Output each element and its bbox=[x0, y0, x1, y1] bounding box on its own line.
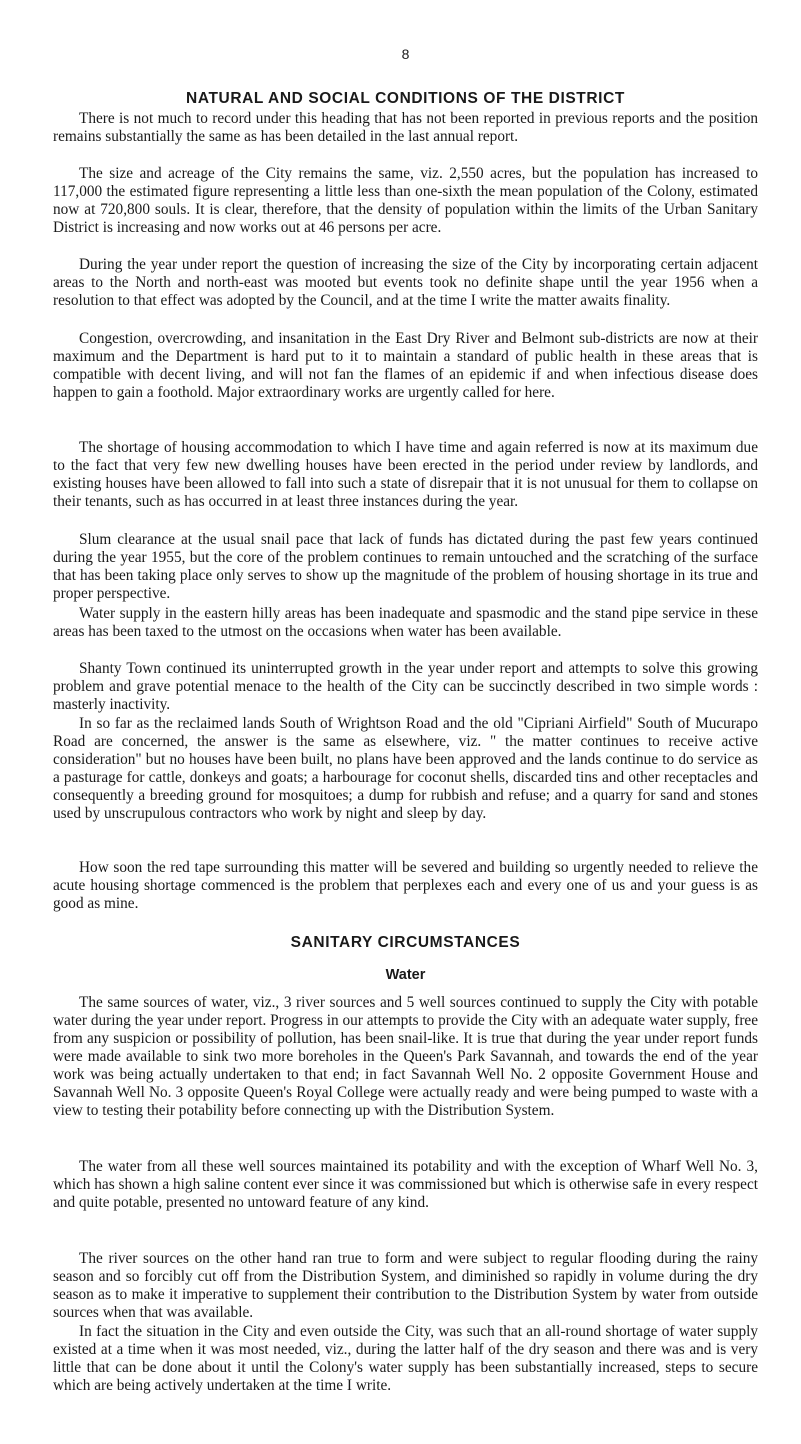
paragraph: There is not much to record under this heading that has not been reported in previous reports and the position remains substantially the same as has been detailed in the last annual report. bbox=[53, 110, 758, 145]
paragraph: The water from all these well sources maintained its potability and with the exception of Wharf Well No. 3, which has shown a high saline content ever since it was commissioned but which is otherwise safe in every respect and quite potable, presented no untoward feature of any kind. bbox=[53, 1158, 758, 1211]
paragraph: The river sources on the other hand ran true to form and were subject to regular flooding during the rainy season and so forcibly cut off from the Distribution System, and diminished so rapidly in volume during the dry season as to make it imperative to supplement their contribution to the Distribution System by water from outside sources when that was available. bbox=[53, 1250, 758, 1321]
page-number: 8 bbox=[401, 46, 410, 62]
paragraph: How soon the red tape surrounding this matter will be severed and building so urgently needed to relieve the acute housing shortage commenced is the problem that perplexes each and every one of us and your guess is as good as mine. bbox=[53, 859, 758, 912]
paragraph: In fact the situation in the City and even outside the City, was such that an all-round shortage of water supply existed at a time when it was most needed, viz., during the latter half of the dry season and there was and is very little that can be done about it until the Colony's water supply has been substantially increased, steps to secure which are being actively undertaken at the time I write. bbox=[53, 1323, 758, 1394]
paragraph: Slum clearance at the usual snail pace that lack of funds has dictated during the past few years continued during the year 1955, but the core of the problem continues to remain untouched and the scratching of the surface that has been taking place only serves to show up the magnitude of the problem of housing shortage in its true and proper perspective. bbox=[53, 531, 758, 602]
sub-heading-water: Water bbox=[385, 967, 426, 983]
paragraph: The size and acreage of the City remains the same, viz. 2,550 acres, but the population has increased to 117,000 the estimated figure representing a little less than one-sixth the mean population of the Colony, estimated now at 720,800 souls. It is clear, therefore, that the density of population within the limits of the Urban Sanitary District is increasing and now works out at 46 persons per acre. bbox=[53, 165, 758, 236]
paragraph: In so far as the reclaimed lands South of Wrightson Road and the old "Cipriani Airfield" South of Mucurapo Road are concerned, the answer is the same as elsewhere, viz. " the matter continues to receive active consideration" but no houses have been built, no plans have been approved and the lands continue to do service as a pasturage for cattle, donkeys and goats; a harbourage for coconut shells, discarded tins and other receptacles and consequently a breeding ground for mosquitoes; a dump for rubbish and refuse; and a quarry for sand and stones used by unscrupulous contractors who work by night and sleep by day. bbox=[53, 715, 758, 822]
paragraph: Congestion, overcrowding, and insanitation in the East Dry River and Belmont sub-districts are now at their maximum and the Department is hard put to it to maintain a standard of public health in these areas that is compatible with decent living, and will not fan the flames of an epidemic if and when infectious disease does happen to gain a foothold. Major extraordinary works are urgently called for here. bbox=[53, 330, 758, 401]
paragraph: The same sources of water, viz., 3 river sources and 5 well sources continued to supply the City with potable water during the year under report. Progress in our attempts to provide the City with an adequate water supply, free from any suspicion or possibility of pollution, has been snail-like. It is true that during the year under report funds were made available to sink two more boreholes in the Queen's Park Savannah, and towards the end of the year work was being actually undertaken to that end; in fact Savannah Well No. 2 opposite Government House and Savannah Well No. 3 opposite Queen's Royal College were actually ready and were being pumped to waste with a view to testing their potability before connecting up with the Distribution System. bbox=[53, 994, 758, 1119]
section-heading-sanitary: SANITARY CIRCUMSTANCES bbox=[290, 934, 521, 951]
paragraph: During the year under report the question of increasing the size of the City by incorporating certain adjacent areas to the North and north-east was mooted but events took no definite shape until the year 1956 when a resolution to that effect was adopted by the Council, and at the time I write the matter awaits finality. bbox=[53, 256, 758, 309]
paragraph: Shanty Town continued its uninterrupted growth in the year under report and attempts to solve this growing problem and grave potential menace to the health of the City can be succinctly described in two simple words : masterly inactivity. bbox=[53, 660, 758, 713]
paragraph: Water supply in the eastern hilly areas has been inadequate and spasmodic and the stand pipe service in these areas has been taxed to the utmost on the occasions when water has been available. bbox=[53, 605, 758, 640]
paragraph: The shortage of housing accommodation to which I have time and again referred is now at its maximum due to the fact that very few new dwelling houses have been erected in the period under review by landlords, and existing houses have been allowed to fall into such a state of disrepair that it is not unusual for them to collapse on their tenants, such as has occurred in at least three instances during the year. bbox=[53, 439, 758, 510]
section-heading-natural-social: NATURAL AND SOCIAL CONDITIONS OF THE DISTRICT bbox=[186, 90, 625, 107]
